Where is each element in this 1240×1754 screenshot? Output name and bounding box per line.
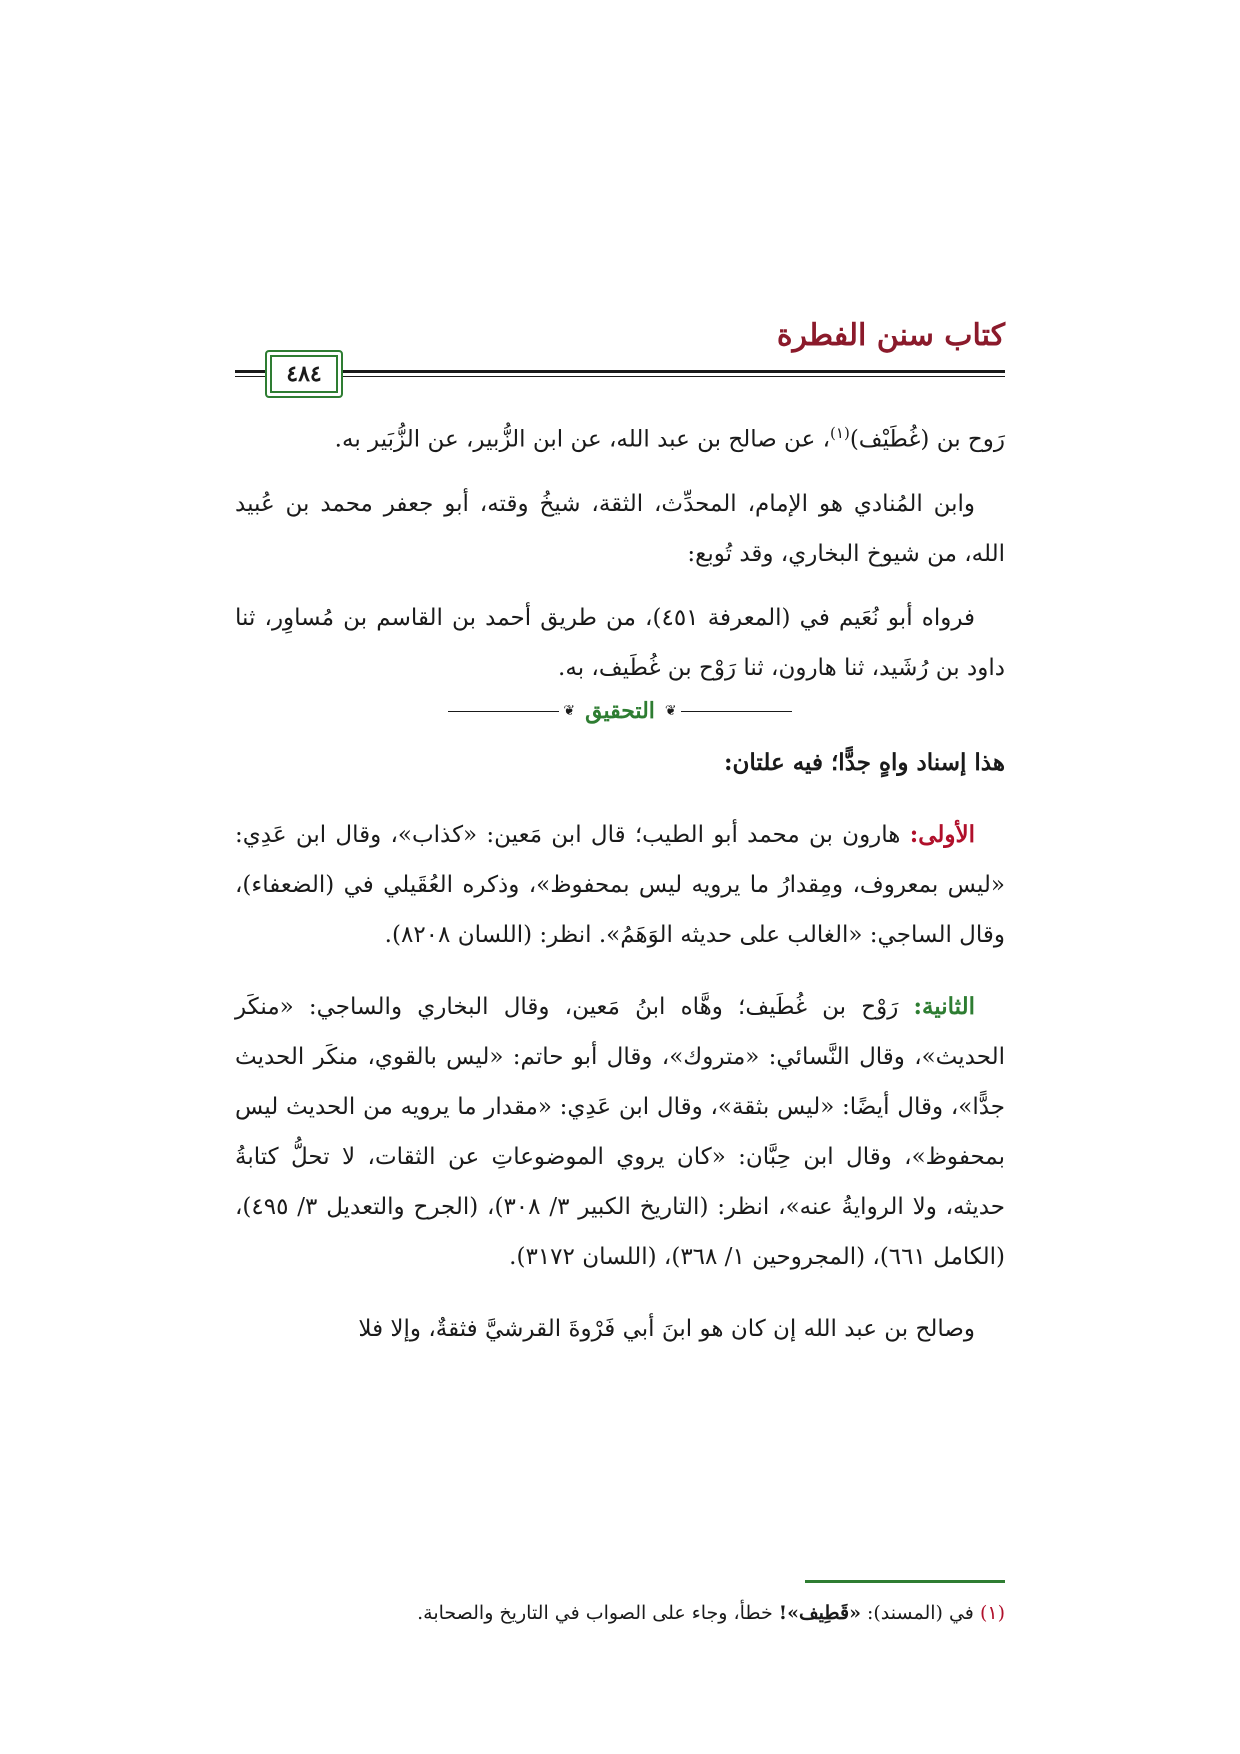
paragraph-1-rest: ، عن صالح بن عبد الله، عن ابن الزُّبير، عن الزُّبَير به. (334, 426, 831, 453)
label-first: الأولى: (909, 821, 975, 848)
book-title: كتاب سنن الفطرة (776, 318, 1005, 353)
label-second: الثانية: (913, 993, 975, 1020)
section-divider (448, 696, 792, 726)
footnote-number: (١) (979, 1602, 1005, 1624)
header-rule (235, 370, 1005, 373)
paragraph-7: وصالح بن عبد الله إن كان هو ابنَ أبي فَرْوةَ القرشيَّ فثقةٌ، وإلا فلا (358, 1316, 975, 1342)
paragraph-1-text: رَوح بن (غُطَيْف) (849, 426, 1005, 453)
ornament-icon: ❦ (664, 703, 677, 719)
ornament-icon: ❦ (563, 703, 576, 719)
paragraph-1 (235, 408, 1005, 465)
divider-line-right (681, 711, 792, 712)
body-main (235, 738, 1005, 1368)
header-rule-thin (235, 376, 1005, 377)
divider-line-left (448, 711, 559, 712)
footnote-text-after: خطأ، وجاء على الصواب في التاريخ والصحابة. (417, 1602, 779, 1624)
footnote-ref[interactable]: (١) (830, 424, 850, 442)
paragraph-5-text: هارون بن محمد أبو الطيب؛ قال ابن مَعين: «كذاب»، وقال ابن عَدِي: «ليس بمعروف، ومِقدارُ ما يرويه ليس بمحفوظ»، وذكره العُقَيلي في (الضعفاء)، وقال الساجي: «الغالب على حديثه الوَهَمُ». انظر: (اللسان ٨٢٠٨). (235, 822, 1005, 948)
footnote-emphasis: «قَطِيف»! (778, 1602, 861, 1624)
page-number-badge (265, 350, 343, 398)
footnote (235, 1596, 1005, 1630)
paragraph-2: وابن المُنادي هو الإمام، المحدِّث، الثقة، شيخُ وقته، أبو جعفر محمد بن عُبيد الله، من شيوخ البخاري، وقد تُوبع: (235, 490, 1005, 567)
paragraph-6 (235, 982, 1005, 1282)
section-label: التحقيق (585, 698, 655, 724)
paragraph-6-text: رَوْح بن غُطَيف؛ وهَّاه ابنُ مَعين، وقال البخاري والساجي: «منكَر الحديث»، وقال النَّسائي: «متروك»، وقال أبو حاتم: «ليس بالقوي، منكَر الحديث جدًّا»، وقال أيضًا: «ليس بثقة»، وقال ابن عَدِي: «مقدار ما يرويه من الحديث ليس بمحفوظ»، وقال ابن حِبَّان: «كان يروي الموضوعاتِ عن الثقات، لا تحلُّ كتابةُ حديثه، ولا الروايةُ عنه»، انظر: (التاريخ الكبير ٣/ ٣٠٨)، (الجرح والتعديل ٣/ ٤٩٥)، (الكامل ٦٦١)، (المجروحين ١/ ٣٦٨)، (اللسان ٣١٧٢). (235, 994, 1006, 1270)
paragraph-3: فرواه أبو نُعَيم في (المعرفة ٤٥١)، من طريق أحمد بن القاسم بن مُساوِر، ثنا داود بن رُشَيد، ثنا هارون، ثنا رَوْح بن غُطَيف، به. (235, 604, 1005, 681)
footnote-text-before: في (المسند): (860, 1602, 980, 1624)
paragraph-4: هذا إسناد واهٍ جدًّا؛ فيه علتان: (724, 749, 1005, 776)
paragraph-5 (235, 810, 1005, 960)
body-top (235, 408, 1005, 707)
footnote-rule (805, 1580, 1005, 1583)
page-number: ٤٨٤ (286, 361, 322, 387)
page-header (235, 318, 1005, 394)
